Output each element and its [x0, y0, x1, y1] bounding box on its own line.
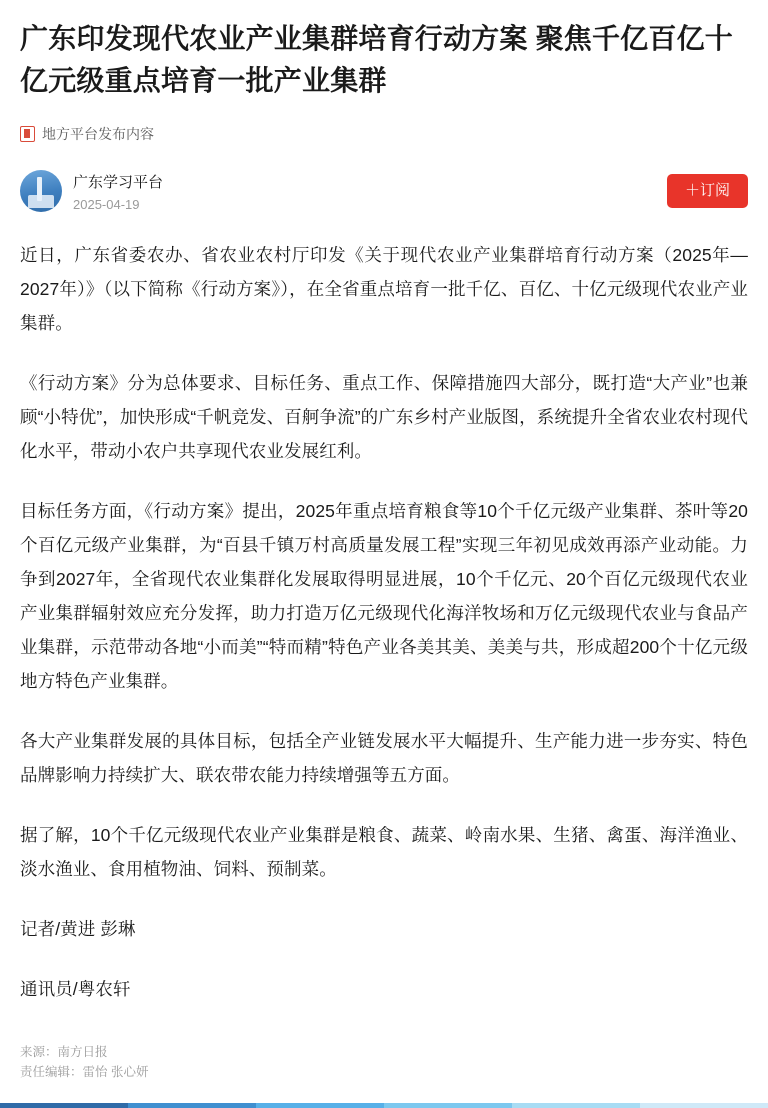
accent-segment: [0, 1103, 128, 1108]
accent-segment: [384, 1103, 512, 1108]
accent-segment: [128, 1103, 256, 1108]
subscribe-button[interactable]: ＋订阅: [667, 174, 748, 208]
reporter-line: 记者/黄进 彭琳: [20, 919, 136, 939]
page-title: 广东印发现代农业产业集群培育行动方案 聚焦千亿百亿十亿元级重点培育一批产业集群: [20, 23, 733, 96]
correspondent-line: 通讯员/粤农轩: [20, 979, 131, 999]
avatar[interactable]: [20, 170, 62, 212]
bottom-accent-bar: [0, 1103, 768, 1108]
platform-tag-label: 地方平台发布内容: [42, 126, 154, 142]
author-name[interactable]: 广东学习平台: [73, 173, 164, 191]
accent-segment: [256, 1103, 384, 1108]
accent-segment: [640, 1103, 768, 1108]
paragraph: 《行动方案》分为总体要求、目标任务、重点工作、保障措施四大部分，既打造“大产业”也兼顾“小特优”，加快形成“千帆竞发、百舸争流”的广东乡村产业版图，系统提升全省农业农村现代化水平，带动小农户共享现代农业发展红利。: [20, 373, 748, 461]
platform-tag: [20, 124, 748, 144]
bookmark-icon: [20, 126, 35, 142]
paragraph: 各大产业集群发展的具体目标，包括全产业链发展水平大幅提升、生产能力进一步夯实、特色品牌影响力持续扩大、联农带农能力持续增强等五方面。: [20, 731, 748, 785]
editor-line: 责任编辑：雷怡 张心妍: [20, 1065, 149, 1079]
paragraph: 据了解，10个千亿元级现代农业产业集群是粮食、蔬菜、岭南水果、生猪、禽蛋、海洋渔业、淡水渔业、食用植物油、饲料、预制菜。: [20, 825, 748, 879]
article-body: [20, 238, 748, 1006]
publish-date: 2025-04-19: [73, 196, 140, 212]
author-row: [20, 170, 748, 212]
source-line: 来源：南方日报: [20, 1045, 108, 1059]
accent-segment: [512, 1103, 640, 1108]
article-footer: [20, 1042, 748, 1082]
paragraph: 近日，广东省委农办、省农业农村厅印发《关于现代农业产业集群培育行动方案（2025年—2027年）》（以下简称《行动方案》），在全省重点培育一批千亿、百亿、十亿元级现代农业产业集群。: [20, 245, 748, 333]
paragraph: 目标任务方面，《行动方案》提出，2025年重点培育粮食等10个千亿元级产业集群、茶叶等20个百亿元级产业集群，为“百县千镇万村高质量发展工程”实现三年初见成效再添产业动能。力争到2027年，全省现代农业集群化发展取得明显进展，10个千亿元、20个百亿元级现代农业产业集群辐射效应充分发挥，助力打造万亿元级现代化海洋牧场和万亿元级现代农业与食品产业集群，示范带动各地“小而美”“特而精”特色产业各美其美、美美与共，形成超200个十亿元级地方特色产业集群。: [20, 501, 748, 691]
author-meta: [73, 171, 163, 212]
